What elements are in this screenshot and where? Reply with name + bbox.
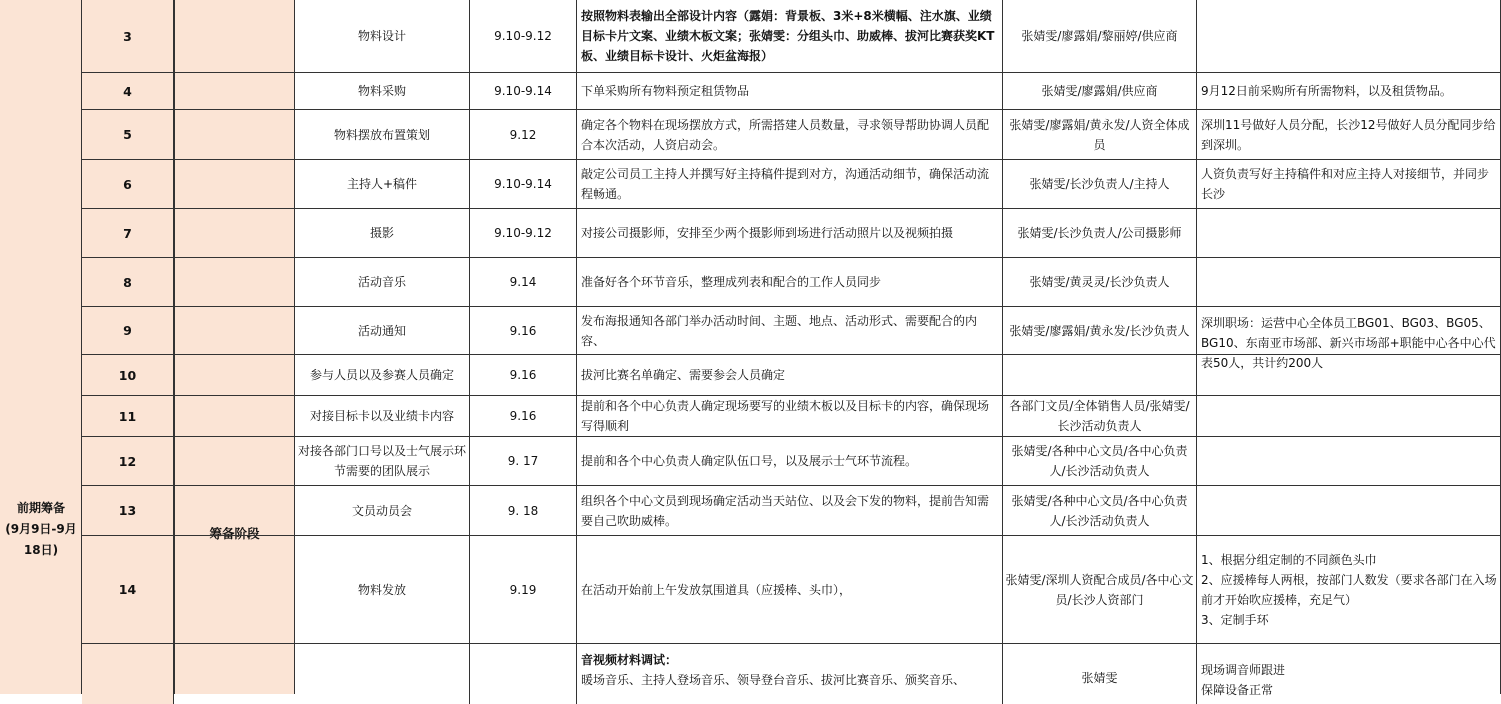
item-cell[interactable]: 主持人+稿件 bbox=[295, 160, 470, 208]
row-number-cell[interactable]: 7 bbox=[82, 209, 174, 257]
description-cell[interactable] bbox=[577, 644, 1003, 704]
description-cell[interactable]: 发布海报通知各部门举办活动时间、主题、地点、活动形式、需要配合的内容、 bbox=[577, 307, 1003, 354]
item-cell[interactable]: 摄影 bbox=[295, 209, 470, 257]
item-cell[interactable]: 对接各部门口号以及士气展示环节需要的团队展示 bbox=[295, 437, 470, 485]
description-cell[interactable]: 下单采购所有物料预定租赁物品 bbox=[577, 73, 1003, 109]
row-number-cell[interactable]: 6 bbox=[82, 160, 174, 208]
table-row bbox=[82, 307, 1501, 370]
description-text: 暖场音乐、主持人登场音乐、领导登台音乐、拔河比赛音乐、颁奖音乐、 bbox=[581, 673, 966, 687]
table-row bbox=[82, 396, 1501, 437]
date-cell[interactable]: 9. 18 bbox=[470, 486, 577, 535]
table-row bbox=[82, 209, 1501, 258]
row-number-cell[interactable]: 12 bbox=[82, 437, 174, 485]
date-cell[interactable]: 9. 17 bbox=[470, 437, 577, 485]
row-number-cell[interactable]: 10 bbox=[82, 355, 174, 395]
date-cell[interactable]: 9.10-9.14 bbox=[470, 160, 577, 208]
responsible-cell[interactable]: 张婧雯/廖露娟/黄永发/人资全体成员 bbox=[1003, 110, 1197, 159]
item-cell[interactable]: 物料摆放布置策划 bbox=[295, 110, 470, 159]
responsible-cell[interactable] bbox=[1003, 355, 1197, 395]
responsible-cell[interactable]: 张婧雯/廖露娟/黄永发/长沙负责人 bbox=[1003, 307, 1197, 354]
responsible-cell[interactable]: 张婧雯/各种中心文员/各中心负责人/长沙活动负责人 bbox=[1003, 486, 1197, 535]
date-cell[interactable]: 9.16 bbox=[470, 355, 577, 395]
note-cell[interactable] bbox=[1197, 209, 1501, 257]
note-cell[interactable] bbox=[1197, 396, 1501, 436]
date-cell[interactable]: 9.16 bbox=[470, 396, 577, 436]
item-cell[interactable]: 物料设计 bbox=[295, 0, 470, 72]
note-cell[interactable]: 1、根据分组定制的不同颜色头巾 2、应援棒每人两根，按部门人数发（要求各部门在入场前才开始吹应援棒，充足气） 3、定制手环 bbox=[1201, 552, 1497, 627]
table-row bbox=[82, 0, 1501, 73]
responsible-cell[interactable]: 张婧雯/长沙负责人/公司摄影师 bbox=[1003, 209, 1197, 257]
row-number-cell[interactable]: 4 bbox=[82, 73, 174, 109]
description-cell[interactable]: 提前和各个中心负责人确定现场要写的业绩木板以及目标卡的内容，确保现场写得顺利 bbox=[577, 396, 1003, 436]
responsible-cell[interactable]: 张婧雯/廖露娟/黎丽婷/供应商 bbox=[1003, 0, 1197, 72]
date-cell[interactable]: 9.12 bbox=[470, 110, 577, 159]
row-number-cell[interactable]: 8 bbox=[82, 258, 174, 306]
note-cell[interactable] bbox=[1197, 437, 1501, 485]
description-cell[interactable]: 提前和各个中心负责人确定队伍口号，以及展示士气环节流程。 bbox=[577, 437, 1003, 485]
note-cell[interactable]: 现场调音师跟进 保障设备正常 bbox=[1201, 663, 1286, 697]
table-row bbox=[82, 437, 1501, 486]
note-cell[interactable]: 深圳11号做好人员分配，长沙12号做好人员分配同步给到深圳。 bbox=[1201, 117, 1496, 152]
description-cell[interactable]: 敲定公司员工主持人并撰写好主持稿件提到对方，沟通活动细节，确保活动流程畅通。 bbox=[577, 160, 1003, 208]
table-row bbox=[82, 110, 1501, 160]
date-cell[interactable]: 9.10-9.12 bbox=[470, 209, 577, 257]
description-cell[interactable]: 确定各个物料在现场摆放方式，所需搭建人员数量，寻求领导帮助协调人员配合本次活动，人资启动会。 bbox=[577, 110, 1003, 159]
row-number-cell[interactable]: 5 bbox=[82, 110, 174, 159]
phase-merged-cell[interactable] bbox=[0, 0, 82, 694]
description-cell[interactable]: 对接公司摄影师，安排至少两个摄影师到场进行活动照片以及视频拍摄 bbox=[577, 209, 1003, 257]
note-cell[interactable] bbox=[1197, 355, 1501, 395]
responsible-cell[interactable]: 张婧雯 bbox=[1003, 644, 1197, 704]
item-cell[interactable]: 活动通知 bbox=[295, 307, 470, 354]
note-cell[interactable]: 9月12日前采购所有所需物料，以及租赁物品。 bbox=[1201, 84, 1452, 98]
date-cell[interactable]: 9.10-9.12 bbox=[470, 0, 577, 72]
row-number-cell[interactable]: 3 bbox=[82, 0, 174, 72]
date-cell[interactable]: 9.10-9.14 bbox=[470, 73, 577, 109]
note-cell[interactable]: 深圳职场：运营中心全体员工BG01、BG03、BG05、BG10、东南亚市场部、新兴市场部+职能中心各中心代表50人，共计约200人 bbox=[1201, 316, 1496, 370]
description-title: 音视频材料调试： bbox=[581, 653, 678, 667]
description-cell[interactable]: 准备好各个环节音乐，整理成列表和配合的工作人员同步 bbox=[577, 258, 1003, 306]
responsible-cell[interactable]: 张婧雯/黄灵灵/长沙负责人 bbox=[1003, 258, 1197, 306]
row-number-cell[interactable]: 14 bbox=[82, 536, 174, 643]
description-cell[interactable]: 拔河比赛名单确定、需要参会人员确定 bbox=[577, 355, 1003, 395]
note-cell[interactable] bbox=[1197, 0, 1501, 72]
description-cell[interactable]: 按照物料表输出全部设计内容（露娟：背景板、3米+8米横幅、注水旗、业绩目标卡片文案、业绩木板文案；张婧雯：分组头巾、助威棒、拔河比赛获奖KT板、业绩目标卡设计、火炬盆海报） bbox=[577, 0, 1003, 72]
item-cell[interactable] bbox=[295, 644, 470, 704]
row-number-cell[interactable] bbox=[82, 644, 174, 704]
row-number-cell[interactable]: 9 bbox=[82, 307, 174, 354]
responsible-cell[interactable]: 张婧雯/廖露娟/供应商 bbox=[1003, 73, 1197, 109]
table-row bbox=[82, 486, 1501, 536]
responsible-cell[interactable]: 张婧雯/长沙负责人/主持人 bbox=[1003, 160, 1197, 208]
item-cell[interactable]: 对接目标卡以及业绩卡内容 bbox=[295, 396, 470, 436]
note-cell[interactable] bbox=[1197, 258, 1501, 306]
item-cell[interactable]: 活动音乐 bbox=[295, 258, 470, 306]
table-row bbox=[82, 73, 1501, 110]
table-row bbox=[82, 536, 1501, 644]
note-cell[interactable]: 人资负责写好主持稿件和对应主持人对接细节，并同步长沙 bbox=[1201, 167, 1490, 201]
responsible-cell[interactable]: 张婧雯/深圳人资配合成员/各中心文员/长沙人资部门 bbox=[1003, 536, 1197, 643]
item-cell[interactable]: 文员动员会 bbox=[295, 486, 470, 535]
responsible-cell[interactable]: 各部门文员/全体销售人员/张婧雯/长沙活动负责人 bbox=[1003, 396, 1197, 436]
table-row bbox=[82, 355, 1501, 396]
row-number-cell[interactable]: 13 bbox=[82, 486, 174, 535]
description-cell[interactable]: 组织各个中心文员到现场确定活动当天站位、以及会下发的物料，提前告知需要自己吹助威棒。 bbox=[577, 486, 1003, 535]
description-cell[interactable]: 在活动开始前上午发放氛围道具（应援棒、头巾）， bbox=[577, 536, 1003, 643]
date-cell[interactable] bbox=[470, 644, 577, 704]
table-row bbox=[82, 160, 1501, 209]
date-cell[interactable]: 9.16 bbox=[470, 307, 577, 354]
stage-label: 筹备阶段 bbox=[209, 526, 260, 541]
date-cell[interactable]: 9.14 bbox=[470, 258, 577, 306]
item-cell[interactable]: 物料采购 bbox=[295, 73, 470, 109]
table-row bbox=[82, 258, 1501, 307]
row-number-cell[interactable]: 11 bbox=[82, 396, 174, 436]
item-cell[interactable]: 物料发放 bbox=[295, 536, 470, 643]
item-cell[interactable]: 参与人员以及参赛人员确定 bbox=[295, 355, 470, 395]
responsible-cell[interactable]: 张婧雯/各种中心文员/各中心负责人/长沙活动负责人 bbox=[1003, 437, 1197, 485]
note-cell[interactable] bbox=[1197, 486, 1501, 535]
date-cell[interactable]: 9.19 bbox=[470, 536, 577, 643]
table-row bbox=[82, 644, 1501, 704]
phase-label: 前期筹备 (9月9日-9月18日) bbox=[5, 501, 77, 557]
